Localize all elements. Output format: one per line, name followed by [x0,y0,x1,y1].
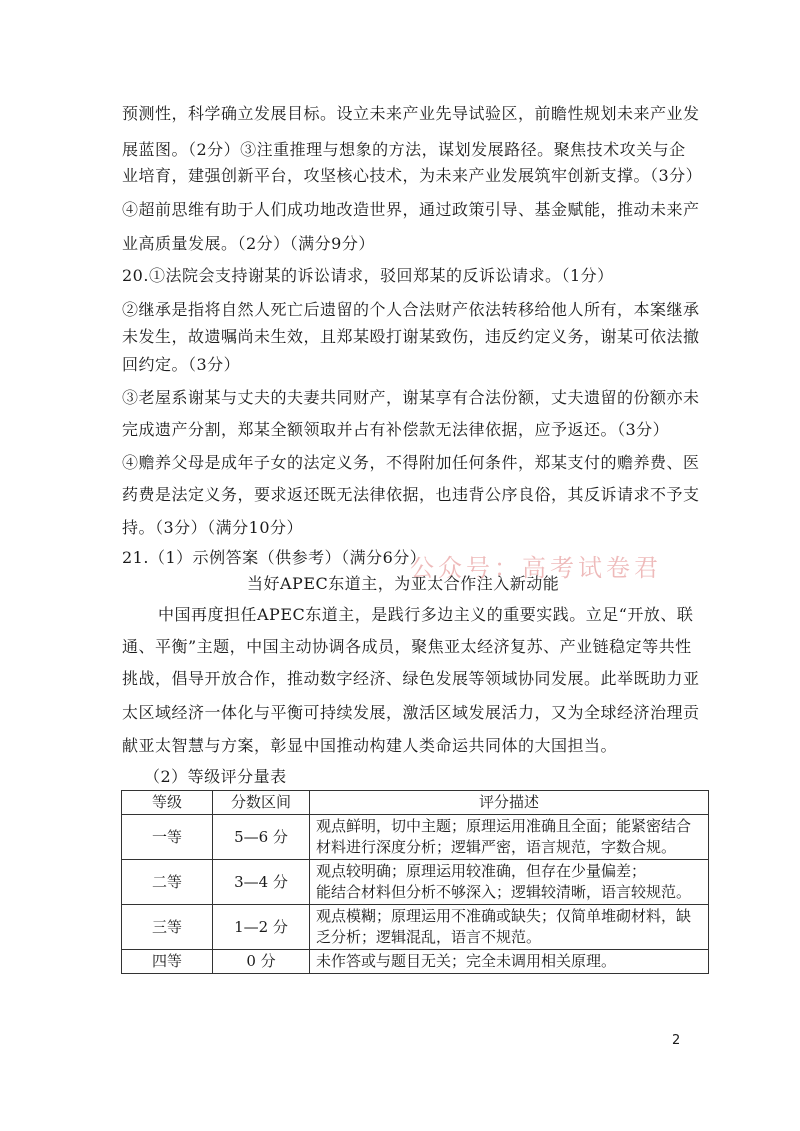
essay-line: 中国再度担任APEC东道主，是践行多边主义的重要实践。立足“开放、联 [158,605,694,624]
paragraph-line: 预测性，科学确立发展目标。设立未来产业先导试验区，前瞻性规划未来产业发 [122,104,700,123]
desc-line: 未作答或与题目无关；完全未调用相关原理。 [316,952,617,970]
desc-line: 观点鲜明，切中主题；原理运用准确且全面；能紧密结合 [316,817,692,835]
paragraph-line: 未发生，故遗嘱尚未生效，且郑某殴打谢某致伤，违反约定义务，谢某可依法撤 [122,327,700,346]
header-grade: 等级 [122,791,213,815]
range-cell: 5—6 分 [213,815,310,860]
table-row [122,815,709,860]
paragraph-line: ④超前思维有助于人们成功地改造世界，通过政策引导、基金赋能，推动未来产 [122,200,700,219]
range-cell: 0 分 [213,950,310,974]
essay-line: 通、平衡”主题，中国主动协调各成员，聚焦亚太经济复苏、产业链稳定等共性 [122,637,692,656]
desc-line: 观点模糊；原理运用不准确或缺失；仅简单堆砌材料，缺 [316,907,692,925]
paragraph-line: ④赡养父母是成年子女的法定义务，不得附加任何条件，郑某支付的赡养费、医 [122,453,700,472]
paragraph-line: ②继承是指将自然人死亡后遗留的个人合法财产依法转移给他人所有，本案继承 [122,300,700,319]
desc-line: 材料进行深度分析；逻辑严密，语言规范，字数合规。 [316,838,677,856]
table-row [122,860,709,905]
table-row [122,905,709,950]
paragraph-line: 回约定。（3分） [122,355,241,374]
desc-line: 观点较明确；原理运用较准确，但存在少量偏差； [316,862,647,880]
header-range: 分数区间 [213,791,310,815]
grade-cell: 一等 [122,815,213,860]
essay-line: 挑战，倡导开放合作，推动数字经济、绿色发展等领域协同发展。此举既助力亚 [122,669,700,688]
essay-line: 献亚太智慧与方案，彰显中国推动构建人类命运共同体的大国担当。 [122,736,618,755]
question-21-line: 21.（1）示例答案（供参考）（满分6分） [122,548,427,567]
desc-cell [310,815,709,860]
range-cell: 3—4 分 [213,860,310,905]
range-cell: 1—2 分 [213,905,310,950]
paragraph-line: 完成遗产分割，郑某全额领取并占有补偿款无法律依据，应予返还。（3分） [122,420,670,439]
desc-cell [310,950,709,974]
paragraph-line: ③老屋系谢某与丈夫的夫妻共同财产，谢某享有合法份额，丈夫遗留的份额亦未 [122,388,700,407]
paragraph-line: 药费是法定义务，要求返还既无法律依据，也违背公序良俗，其反诉请求不予支 [122,485,700,504]
question-20-line: 20.①法院会支持谢某的诉讼请求，驳回郑某的反诉讼请求。（1分） [122,266,614,285]
desc-cell [310,905,709,950]
paragraph-line: 业培育，建强创新平台，攻坚核心技术，为未来产业发展筑牢创新支撑。（3分） [122,166,703,185]
grade-cell: 三等 [122,905,213,950]
grade-cell: 二等 [122,860,213,905]
grade-cell: 四等 [122,950,213,974]
table-header-row [122,791,709,815]
paragraph-line: 业高质量发展。（2分）（满分9分） [122,234,375,253]
desc-line: 乏分析；逻辑混乱，语言不规范。 [316,928,542,946]
essay-line: 太区域经济一体化与平衡可持续发展，激活区域发展活力，又为全球经济治理贡 [122,703,700,722]
desc-cell [310,860,709,905]
essay-title: 当好APEC东道主，为亚太合作注入新动能 [247,574,560,593]
grading-table [121,790,709,974]
table-caption: （2）等级评分量表 [144,767,287,786]
desc-line: 能结合材料但分析不够深入；逻辑较清晰，语言较规范。 [316,883,692,901]
watermark: 公众号：高考试卷君 [410,554,662,582]
header-desc: 评分描述 [310,791,709,815]
paragraph-line: 展蓝图。（2分）③注重推理与想象的方法，谋划发展路径。聚焦技术攻关与企 [122,140,686,159]
table-row [122,950,709,974]
page-number: 2 [672,1033,681,1048]
paragraph-line: 持。（3分）（满分10分） [122,518,304,537]
